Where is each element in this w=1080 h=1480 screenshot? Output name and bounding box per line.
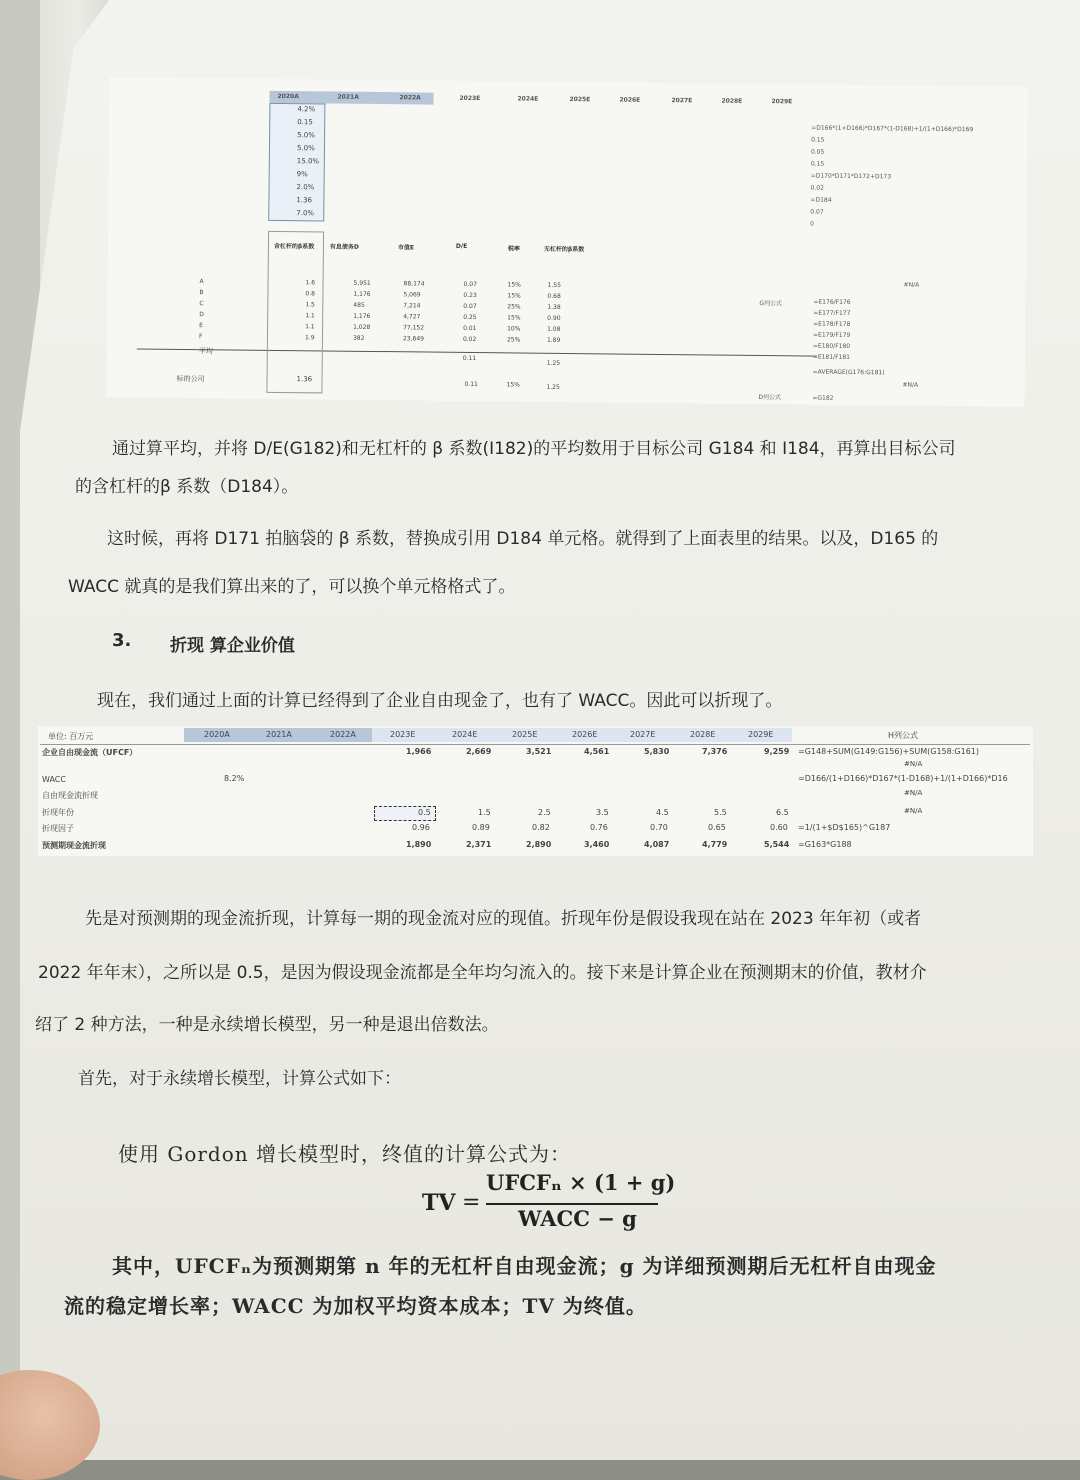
g-formula-label: G列公式 bbox=[759, 300, 783, 308]
ufcf-value: 3,521 bbox=[526, 747, 552, 756]
sheet1-h-formula: 0 bbox=[810, 220, 815, 228]
sheet1-h-formula: =D170*D171*D172+D173 bbox=[810, 172, 892, 181]
discount-factor: 0.65 bbox=[708, 823, 726, 832]
company-beta-unlevered: 1.55 bbox=[547, 281, 561, 289]
company-formula: =E178/F178 bbox=[813, 320, 851, 328]
beta-column-box bbox=[266, 231, 324, 394]
target-de: 0.11 bbox=[464, 380, 478, 389]
paragraph-1: 通过算平均，并将 D/E(G182)和无杠杆的 β 系数(I182)的平均数用于目标公司 G184 和 I184，再算出目标公司 bbox=[112, 439, 956, 459]
target-label: 标的公司 bbox=[176, 374, 205, 384]
sheet1-table-header: 税率 bbox=[507, 245, 520, 253]
company-de-ratio: 0.23 bbox=[463, 291, 477, 300]
paragraph-2b: WACC 就真的是我们算出来的了，可以换个单元格格式了。 bbox=[68, 577, 516, 597]
present-value: 4,779 bbox=[702, 840, 728, 849]
formula-numerator: UFCFₙ × (1 + g) bbox=[486, 1170, 676, 1195]
paragraph-4c: 绍了 2 种方法，一种是永续增长模型，另一种是退出倍数法。 bbox=[35, 1015, 499, 1035]
sheet1-col-header: 2021A bbox=[337, 93, 359, 101]
discount-factor: 0.60 bbox=[770, 823, 788, 832]
paragraph-3: 现在，我们通过上面的计算已经得到了企业自由现金了，也有了 WACC。因此可以折现了。 bbox=[97, 691, 783, 711]
company-tax-rate: 15% bbox=[507, 281, 521, 289]
company-formula: =E180/F180 bbox=[812, 342, 851, 350]
present-value: 5,544 bbox=[764, 840, 790, 849]
company-debt: 485 bbox=[353, 301, 365, 309]
factor-formula: =1/(1+$D$165)^G187 bbox=[798, 823, 891, 832]
paragraph-4b: 2022 年年末），之所以是 0.5，是因为假设现金流都是全年均匀流入的。接下来是计算企业在预测期末的价值，教材介 bbox=[38, 963, 927, 983]
sheet1-h-formula: 0.02 bbox=[810, 184, 824, 192]
present-value: 2,371 bbox=[466, 840, 492, 849]
company-de-ratio: 0.07 bbox=[463, 302, 477, 311]
company-beta-levered: 1.9 bbox=[304, 334, 315, 342]
book-text-3: 流的稳定增长率；WACC 为加权平均资本成本；TV 为终值。 bbox=[64, 1294, 647, 1318]
na-value: #N/A bbox=[904, 807, 923, 815]
company-equity: 4,727 bbox=[403, 313, 421, 321]
average-de: 0.11 bbox=[462, 354, 477, 363]
company-tax-rate: 15% bbox=[507, 314, 521, 322]
wacc-value: 8.2% bbox=[224, 774, 245, 783]
sheet1-table-header: 市值E bbox=[397, 244, 415, 252]
ufcf-value: 7,376 bbox=[702, 747, 728, 756]
company-equity: 5,069 bbox=[403, 291, 421, 299]
sheet1-input-value: 5.0% bbox=[296, 144, 315, 153]
d-formula: =G182 bbox=[812, 394, 834, 402]
fraction-bar bbox=[486, 1203, 658, 1205]
company-beta-levered: 0.8 bbox=[305, 290, 316, 298]
present-value: 3,460 bbox=[584, 840, 610, 849]
company-beta-levered: 1.1 bbox=[305, 312, 315, 320]
sheet1-input-value: 9% bbox=[296, 170, 308, 179]
year-header: 2021A bbox=[266, 730, 292, 739]
company-tax-rate: 10% bbox=[507, 325, 521, 333]
company-tax-rate: 15% bbox=[507, 292, 521, 300]
sheet1-table-header: D/E bbox=[455, 242, 468, 250]
company-de-ratio: 0.25 bbox=[463, 313, 477, 322]
company-name: C bbox=[199, 300, 204, 308]
sheet1-col-header: 2026E bbox=[619, 96, 641, 104]
discount-year: 2.5 bbox=[538, 808, 551, 817]
discount-factor: 0.70 bbox=[650, 823, 668, 832]
ufcf-value: 9,259 bbox=[764, 747, 790, 756]
section-title: 折现 算企业价值 bbox=[170, 636, 295, 656]
sheet1-input-value: 2.0% bbox=[296, 183, 315, 192]
discount-year: 4.5 bbox=[656, 808, 669, 817]
year-header: 2024E bbox=[452, 730, 478, 739]
company-tax-rate: 25% bbox=[507, 303, 521, 311]
sheet1-table-header: 无杠杆的β系数 bbox=[543, 245, 585, 254]
beta-calculation-sheet bbox=[106, 77, 1027, 407]
sheet1-input-value: 15.0% bbox=[296, 157, 320, 166]
year-header: 2029E bbox=[748, 730, 774, 739]
sheet1-h-formula: 0.15 bbox=[810, 160, 825, 168]
dcf-discount-sheet bbox=[38, 726, 1033, 856]
sheet1-col-header: 2027E bbox=[671, 97, 693, 105]
sheet1-col-header: 2029E bbox=[771, 98, 793, 106]
pv-formula: =G163*G188 bbox=[798, 840, 852, 849]
company-equity: 7,214 bbox=[403, 302, 421, 310]
company-name: B bbox=[199, 289, 204, 297]
row-label: 折现年份 bbox=[42, 808, 74, 817]
paragraph-4: 先是对预测期的现金流折现，计算每一期的现金流对应的现值。折现年份是假设我现在站在 2023 年年初（或者 bbox=[85, 909, 922, 929]
sheet1-input-value: 4.2% bbox=[297, 105, 316, 114]
header-line bbox=[40, 744, 1030, 745]
sheet1-h-formula: =D184 bbox=[810, 196, 832, 204]
company-debt: 382 bbox=[352, 334, 365, 342]
row-label: 自由现金流折现 bbox=[42, 791, 98, 800]
discount-year: 3.5 bbox=[596, 808, 609, 817]
company-beta-levered: 1.5 bbox=[305, 301, 315, 309]
sheet1-col-header: 2020A bbox=[277, 92, 299, 101]
sheet1-col-header: 2025E bbox=[569, 96, 591, 104]
row-label: 折现因子 bbox=[42, 824, 74, 833]
ufcf-value: 2,669 bbox=[466, 747, 492, 756]
year-header: 2022A bbox=[330, 730, 356, 739]
na-value: #N/A bbox=[902, 381, 919, 389]
company-de-ratio: 0.02 bbox=[462, 335, 477, 344]
row-label: 企业自由现金流（UFCF） bbox=[42, 748, 138, 757]
discount-year: 0.5 bbox=[418, 808, 431, 817]
ufcf-value: 5,830 bbox=[644, 747, 670, 756]
book-text-2: 其中，UFCFₙ为预测期第 n 年的无杠杆自由现金流；g 为详细预测期后无杠杆自由现金 bbox=[112, 1254, 937, 1278]
wacc-formula: =D166/(1+D166)*D167*(1-D168)+1/(1+D166)*D16 bbox=[798, 774, 1008, 783]
discount-year: 5.5 bbox=[714, 808, 727, 817]
section-number: 3. bbox=[112, 630, 132, 651]
company-name: D bbox=[199, 311, 204, 319]
present-value: 4,087 bbox=[644, 840, 670, 849]
na-value: #N/A bbox=[903, 281, 920, 289]
average-formula: =AVERAGE(G176:G181) bbox=[812, 368, 885, 377]
sheet1-input-value: 0.15 bbox=[297, 118, 313, 127]
discount-year: 6.5 bbox=[776, 808, 789, 817]
company-formula: =E176/F176 bbox=[813, 298, 851, 306]
na-value: #N/A bbox=[904, 760, 923, 768]
company-beta-unlevered: 1.08 bbox=[547, 325, 561, 333]
company-beta-unlevered: 1.89 bbox=[546, 336, 561, 344]
target-beta-unlevered: 1.25 bbox=[546, 383, 560, 391]
company-beta-levered: 1.1 bbox=[305, 323, 315, 331]
company-tax-rate: 25% bbox=[506, 336, 521, 344]
sheet1-input-value: 5.0% bbox=[297, 131, 315, 140]
average-beta-unlevered: 1.25 bbox=[546, 359, 561, 367]
company-beta-unlevered: 1.38 bbox=[547, 303, 561, 311]
year-header: 2023E bbox=[390, 730, 416, 739]
discount-year: 1.5 bbox=[478, 808, 491, 817]
year-header: 2025E bbox=[512, 730, 538, 739]
discount-factor: 0.76 bbox=[590, 823, 608, 832]
company-equity: 77,152 bbox=[403, 324, 425, 332]
company-beta-unlevered: 0.68 bbox=[547, 292, 561, 300]
sheet1-col-header: 2024E bbox=[517, 95, 539, 103]
company-formula: =E181/F181 bbox=[812, 353, 851, 361]
discount-factor: 0.89 bbox=[472, 823, 490, 832]
company-formula: =E179/F179 bbox=[813, 331, 851, 339]
sheet1-h-formula: 0.07 bbox=[810, 208, 824, 216]
sheet1-h-formula: =D166*(1+D166)*D167*(1-D168)+1/(1+D166)*D169 bbox=[811, 124, 974, 134]
sheet1-h-formula: 0.15 bbox=[811, 136, 825, 144]
row-label: WACC bbox=[42, 775, 66, 784]
target-beta-levered: 1.36 bbox=[296, 375, 313, 384]
company-name: A bbox=[199, 278, 204, 286]
sheet1-table-header: 含杠杆的β系数 bbox=[273, 242, 315, 251]
sheet1-input-value: 7.0% bbox=[296, 209, 315, 218]
company-name: F bbox=[198, 333, 203, 341]
company-equity: 23,649 bbox=[402, 335, 425, 343]
year-header: 2026E bbox=[572, 730, 598, 739]
company-de-ratio: 0.07 bbox=[463, 280, 477, 289]
ufcf-value: 4,561 bbox=[584, 747, 610, 756]
year-header: 2027E bbox=[630, 730, 656, 739]
table-divider bbox=[137, 349, 817, 357]
ufcf-formula: =G148+SUM(G149:G156)+SUM(G158:G161) bbox=[798, 747, 979, 756]
year-header: 2020A bbox=[204, 730, 230, 739]
company-equity: 88,174 bbox=[403, 280, 425, 288]
sheet1-col-header: 2022A bbox=[399, 94, 421, 102]
target-tax: 15% bbox=[506, 381, 520, 389]
company-debt: 1,176 bbox=[353, 312, 371, 320]
sheet1-col-header: 2023E bbox=[459, 94, 481, 103]
present-value: 1,890 bbox=[406, 840, 432, 849]
sheet1-table-header: 有息债务D bbox=[329, 243, 359, 251]
unit-label: 单位: 百万元 bbox=[48, 732, 94, 741]
company-debt: 1,028 bbox=[353, 323, 371, 331]
company-beta-unlevered: 0.90 bbox=[547, 314, 561, 322]
sheet1-h-formula: 0.05 bbox=[810, 148, 825, 156]
formula-equals: = bbox=[462, 1190, 481, 1215]
na-value: #N/A bbox=[904, 789, 923, 797]
ufcf-value: 1,966 bbox=[406, 747, 432, 756]
d-formula-label: D列公式 bbox=[758, 394, 782, 402]
company-beta-levered: 1.6 bbox=[305, 279, 316, 287]
discount-factor: 0.96 bbox=[412, 823, 430, 832]
paragraph-5: 首先，对于永续增长模型，计算公式如下： bbox=[78, 1069, 401, 1089]
company-formula: =E177/F177 bbox=[813, 309, 851, 317]
sheet1-input-value: 1.36 bbox=[296, 196, 313, 205]
company-debt: 1,176 bbox=[353, 290, 371, 298]
year-header: 2028E bbox=[690, 730, 716, 739]
row-label: 预测期现金流折现 bbox=[42, 841, 106, 850]
average-label: 平均 bbox=[198, 347, 213, 356]
company-debt: 5,951 bbox=[353, 279, 371, 287]
present-value: 2,890 bbox=[526, 840, 552, 849]
sheet1-col-header: 2028E bbox=[721, 97, 743, 105]
formula-denominator: WACC − g bbox=[518, 1206, 637, 1231]
formula-column-header: H列公式 bbox=[888, 731, 919, 740]
company-de-ratio: 0.01 bbox=[463, 324, 477, 333]
company-name: E bbox=[199, 322, 203, 330]
discount-factor: 0.82 bbox=[532, 823, 550, 832]
book-text-1: 使用 Gordon 增长模型时，终值的计算公式为： bbox=[118, 1142, 572, 1166]
formula-lhs: TV bbox=[422, 1190, 456, 1216]
paragraph-1b: 的含杠杆的β 系数（D184）。 bbox=[75, 477, 299, 497]
paragraph-2: 这时候，再将 D171 拍脑袋的 β 系数，替换成引用 D184 单元格。就得到了上面表里的结果。以及，D165 的 bbox=[107, 529, 939, 549]
